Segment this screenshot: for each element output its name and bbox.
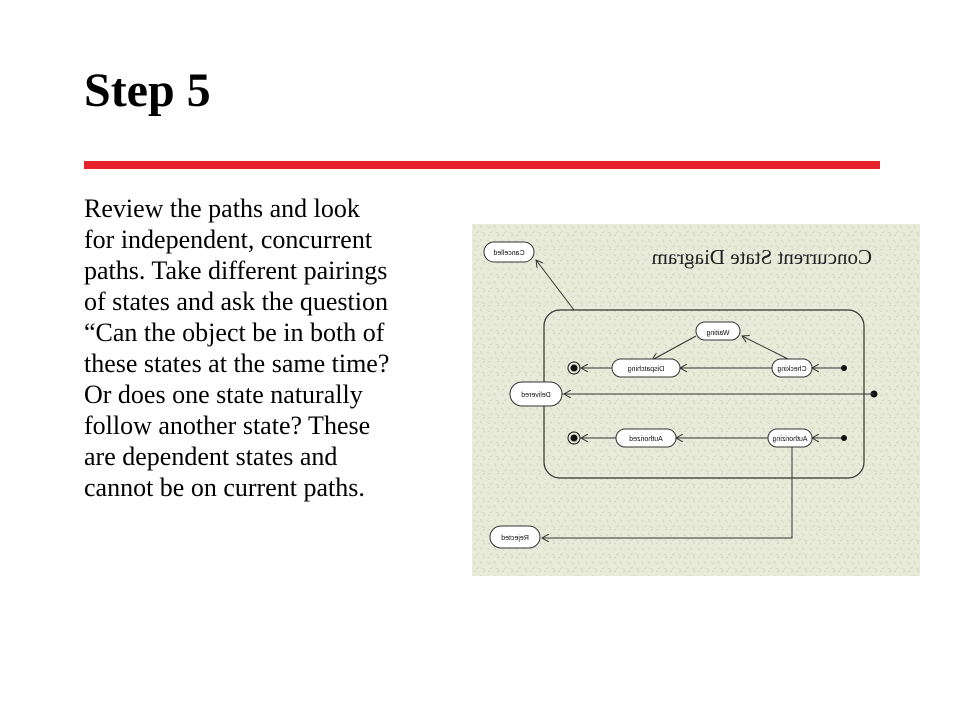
state-label: Waiting (706, 330, 730, 337)
initial-state (841, 435, 847, 441)
body-line: paths. Take different pairings (84, 256, 388, 285)
diagram-title: Concurrent State Diagram (651, 245, 872, 269)
body-line: follow another state? These (84, 411, 371, 440)
body-line: Review the paths and look (84, 194, 360, 223)
slide-title: Step 5 (84, 64, 211, 117)
final-state (571, 435, 578, 442)
state-waiting (696, 322, 740, 340)
state-label: Delivered (521, 392, 551, 399)
state-label: Dispatching (627, 366, 665, 373)
body-line: for independent, concurrent (84, 225, 373, 254)
state-label: Rejected (501, 535, 529, 542)
state-cancelled (484, 242, 534, 262)
state-rejected (490, 526, 540, 548)
body-line: of states and ask the question (84, 287, 388, 316)
state-label: Cancelled (493, 250, 525, 257)
state-delivered (510, 382, 562, 406)
state-label: Checking (777, 366, 807, 373)
body-line: these states at the same time? (84, 349, 390, 378)
body-line: “Can the object be in both of (84, 318, 385, 347)
state-dispatching (612, 359, 680, 377)
body-line: Or does one state naturally (84, 380, 363, 409)
state-label: Authorizing (772, 436, 808, 443)
final-state (571, 365, 578, 372)
state-authorizing (768, 429, 812, 447)
title-divider (84, 161, 880, 169)
body-text (84, 193, 470, 503)
state-authorized (616, 429, 676, 447)
body-line: are dependent states and (84, 442, 338, 471)
state-label: Authorized (629, 436, 663, 443)
initial-state (841, 365, 847, 371)
state-diagram-image (472, 224, 920, 576)
state-checking (772, 359, 812, 377)
body-line: cannot be on current paths. (84, 473, 365, 502)
